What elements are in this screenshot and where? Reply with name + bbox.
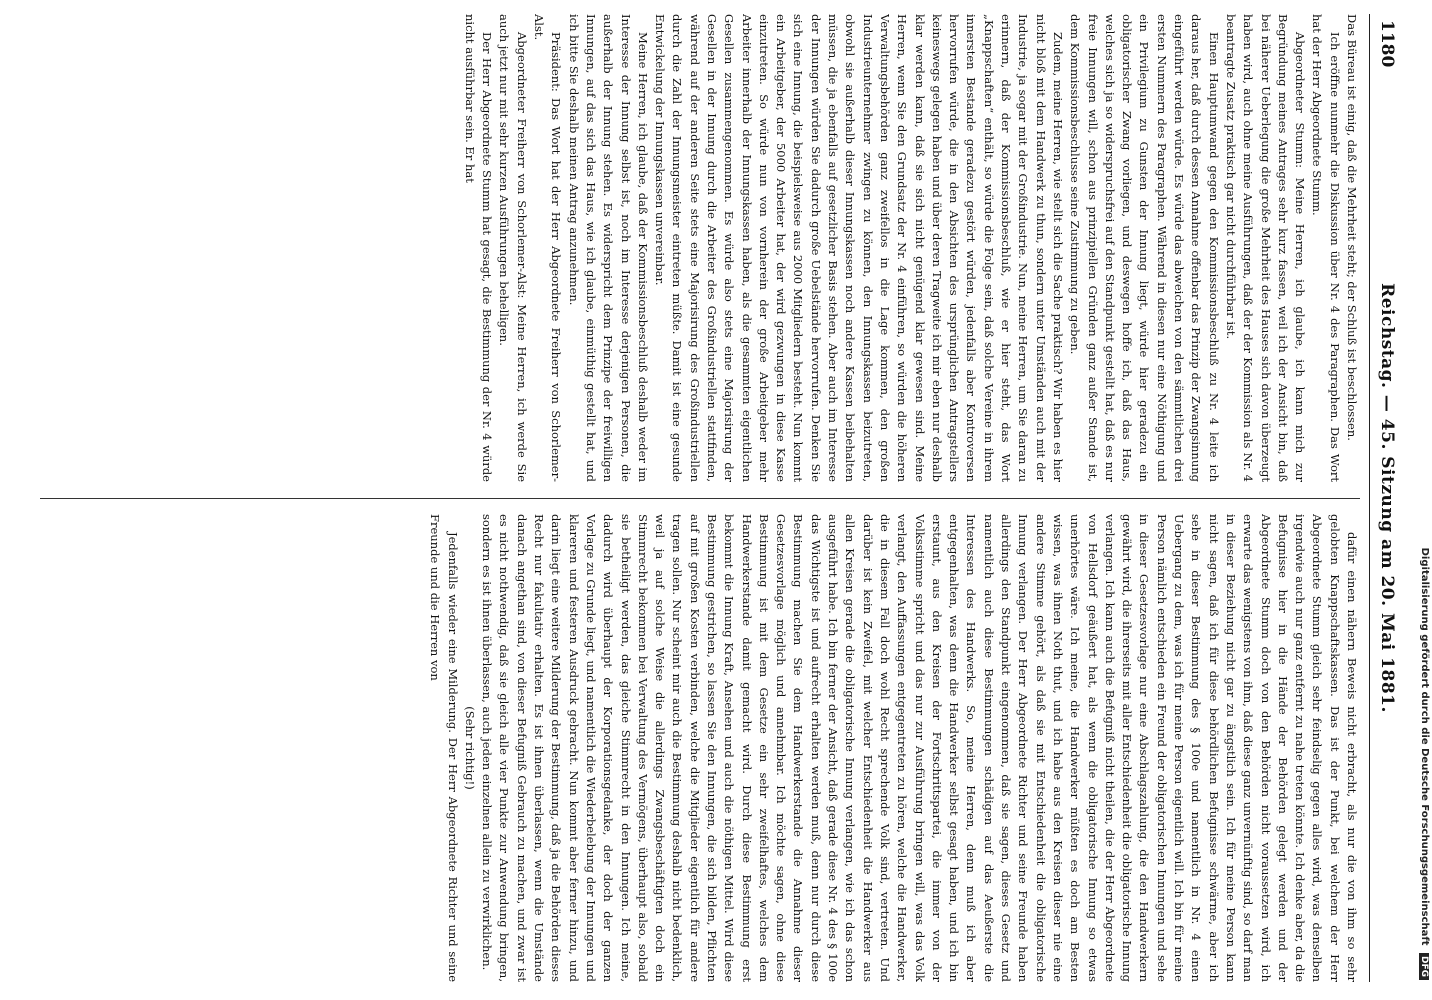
- newspaper-page: [24, 14, 1404, 982]
- credit-text: [1414, 40, 1430, 980]
- digitization-credit: [1414, 40, 1430, 980]
- page-header: [1369, 14, 1404, 982]
- paragraph: dafür einen nähern Beweis nicht erbracht, als nur die von ihm so sehr gelobten Knappschaftskassen. Das ist der Punkt, bei welchem der Herr Abgeordnete Stumm gleich sehr feindselig gegen alles wird, was denselben irgendwie auch nur ganz entfernt zu nahe treten könnte. Ich denke aber, da die Befugnisse hier in die Hände der Behörden gelegt werden und der Abgeordnete Stumm doch von den Behörden nicht voraussetzen wird, ich erwarte das wenigstens von ihm, daß diese ganz unvernünftig sind, so darf man in dieser Beziehung nicht gar zu ängstlich sein. Ich für meine Person kann nicht sagen, daß ich für diese behördlichen Befugnisse schwärme, aber ich sehe in dieser Bestimmung des § 100e und namentlich in Nr. 4 einen Uebergang zu dem, was ich für meine Person eigentlich will. Ich bin für meine Person nämlich entschieden ein Freund der obligatorischen Innungen und sehe in dieser Gesetzesvorlage nur eine Abschlagszahlung, die den Handwerkern gewährt wird, die ihrerseits mit aller Entschiedenheit die obligatorische Innung verlangen. Ich kann auch die Befugniß nicht theilen, die der Herr Abgeordnete von Hellsdorf geäußert hat, als wenn die obligatorische Innung so etwas unerhörtes wäre. Ich meine, die Handwerker müßten es doch am Besten wissen, was ihnen Noth thut, und ich habe aus den Kreisen dieser nie eine andere Stimme gehört, als daß sie mit Entschiedenheit die obligatorische Innung verlangen. Der Herr Abgeordnete Richter und seine Freunde haben allerdings den Standpunkt eingenommen, daß sie sagen, dieses Gesetz und namentlich auch diese Bestimmungen schädigen auf das Aeußerste die Interessen des Handwerks. So, meine Herren, denn muß ich aber entgegenhalten, was denn die Handwerker selbst gesagt haben, und ich bin erstaunt, aus den Kreisen der Fortschrittspartei, die immer von der Volksstimme spricht und das nur zur Ausführung bringen will, was das Volk verlangt, den Auffassungen entgegentreten zu hören, welche die Handwerker, die in diesem Fall doch wohl Recht sprechende Volk sind, vertreten. Und darüber ist kein Zweifel, mit welcher Entschiedenheit die Handwerker aus allen Kreisen gerade die obligatorische Innung verlangen, wie ich das schon ausgeführt habe. Ich bin ferner der Ansicht, daß gerade diese Nr. 4 des § 100e das Wichtigste ist und aufrecht erhalten werden muß, denn nur durch diese Bestimmung machen Sie dem Handwerkerstande die Annahme dieser Gesetzesvorlage möglich und annehmbar. Ich möchte sagen, ohne diese Bestimmung ist mit dem Gesetze ein sehr zweifelhaftes, welches dem Handwerkerstande damit gemacht wird. Durch diese Bestimmung erst bekommt die Innung Kraft, Ansehen und auch die nöthigen Mittel. Wird diese Bestimmung gestrichen, so lassen Sie den Innungen, die sich bilden, Pflichten auf mit großen Kosten verbinden, welche die Mitglieder eigentlich für andere tragen sollen. Nur scheint mir auch die Bestimmung deshalb nicht bedenklich, weil ja auf solche Weise die allerdings Zwangsbeschäftigten doch ein Stimmrecht bekommen bei Verwaltung des Vermögens, überhaupt also, sobald sie betheiligt werden, das gleiche Stimmrecht in den Innungen. Ich meine, dadurch wird überhaupt der Korporationsgedanke, der doch der ganzen Vorlage zu Grunde liegt, und namentlich die Wiederbelebung der Innungen und klareren und festeren Ausdruck gebracht. Nun kommt aber ferner hinzu, und darin liegt eine weitere Milderung der Bestimmung, daß ja die Behörden dieses Recht nur fakultativ erhalten. Es ist ihnen überlassen, wenn die Umstände danach angethan sind, von dieser Befugniß Gebrauch zu machen, und zwar ist es nicht nothwendig, daß sie gleich alle vier Punkte zur Anwendung bringen, sondern es ist ihnen überlassen, auch jeden einzelnen allein zu verwirklichen.: [480, 514, 1359, 982]
- left-column: [30, 14, 1360, 482]
- paragraph: Zudem, meine Herren, wie stellt sich die Sache praktisch? Wir haben es hier nicht bloß mit dem Handwerk zu thun, sondern unter Umständen auch mit der Industrie, ja sogar mit der Großindustrie. Nun, meine Herren, um Sie daran zu erinnern, daß der Kommissionsbeschluß, wie er hier steht, das Wort „Knappschaften“ enthält, so würde die Folge sein, daß solche Vereine in ihrem innersten Bestande geradezu gestört würden, jedenfalls aber Kontroversen hervorrufen würde, die in den Absichten des ursprünglichen Antragstellers keineswegs gelegen haben und über deren Tragweite ich mir eben nur deshalb klar werden kann, daß sie sich nicht genügend klar gewesen sind. Meine Herren, wenn Sie den Grundsatz der Nr. 4 einführen, so würden die höheren Verwaltungsbehörden ganz zweifellos in die Lage kommen, den großen Industrieunternehmer zwingen zu können, den Innungskassen beizutreten, obwohl sie außerhalb dieser Innungskassen noch andere Kassen beibehalten müssen, die ja ebenfalls auf gesetzlicher Basis stehen. Aber auch im Interesse der Innungen würden Sie dadurch große Uebelstände hervorrufen. Denken Sie sich eine Innung, die beispielsweise aus 2000 Mitgliedern besteht. Nun kommt ein Arbeitgeber, der 5000 Arbeiter hat, der wird gezwungen in diese Kasse einzutreten. So würde nun von vornherein der große Arbeitgeber mehr Arbeiter innerhalb der Innungskassen haben, als die gesammten eigentlichen Gesellen zusammengenommen. Es würde also stets eine Majorisirung der Gesellen in der Innung durch die Arbeiter des Großindustriellen stattfinden, während auf der anderen Seite stets eine Majorisirung des Großindustriellen durch die Zahl der Innungsmeister eintreten müßte. Damit ist eine gesunde Entwickelung der Innungskassen unvereinbar.: [653, 14, 1065, 482]
- paragraph: Abgeordneter Stumm: Meine Herren, ich glaube, ich kann mich zur Begründung meines Antrages sehr kurz fassen, weil ich der Ansicht bin, daß bei näherer Ueberlegung die große Mehrheit des Hauses sich davon überzeugt haben wird, auch ohne meine Ausführungen, daß der der Kommission als Nr. 4 beantragte Zusatz praktisch gar nicht durchführbar ist.: [1223, 14, 1308, 482]
- right-column: [30, 514, 1360, 982]
- paragraph: Ich eröffne nunmehr die Diskussion über Nr. 4 des Paragraphen. Das Wort hat der Herr Abgeordnete Stumm.: [1310, 14, 1342, 482]
- paragraph: Abgeordneter Freiherr von Schorlemer-Alst: Meine Herren, ich werde Sie auch jetzt nur mit sehr kurzen Ausführungen behelligen.: [497, 14, 529, 482]
- paragraph: (Sehr richtig!): [462, 706, 477, 790]
- column-divider: [40, 498, 1360, 499]
- paragraph: Das Büreau ist einig, daß die Mehrheit steht; der Schluß ist beschlossen.: [1345, 14, 1359, 441]
- paragraph: Meine Herren, ich glaube, daß der Kommissionsbeschluß deshalb weder im Interesse der Innung selbst ist, noch im Interesse derjenigen Personen, die außerhalb der Innung stehen. Es widerspricht dem Prinzipe der freiwilligen Innungen, auf das sich das Haus, wie ich glaube, einmüthig gestellt hat, und ich bitte Sie deshalb meinen Antrag anzunehmen.: [566, 14, 650, 482]
- page-number: 1180: [1377, 20, 1397, 68]
- dfg-logo: DFG: [1419, 953, 1429, 980]
- paragraph: Jedenfalls wieder eine Milderung. Der Herr Abgeordnete Richter und seine Freunde und die Herren von: [428, 514, 460, 982]
- paragraph: Präsident: Das Wort hat der Herr Abgeordnete Freiherr von Schorlemer-Alst.: [532, 14, 564, 482]
- running-title: Reichstag. — 45. Sitzung am 20. Mai 1881.: [1377, 283, 1397, 713]
- credit-label: Digitalisierung gefördert durch die Deutsche Forschungsgemeinschaft: [1419, 547, 1430, 946]
- paragraph: Der Herr Abgeordnete Stumm hat gesagt, die Bestimmung der Nr. 4 würde nicht ausführbar sein. Er hat: [462, 14, 495, 482]
- paragraph: Einen Hauptumwand gegen den Kommissionsbeschluß zu Nr. 4 leite ich daraus her, daß durch dessen Annahme offenbar das Prinzip der Zwangsinnung eingeführt werden würde. Es würde das abweichen von den sämmtlichen drei ersten Nummern des Paragraphen. Während in diesen nur eine Nöthigung und ein Privilegium zu Gunsten der Innung liegt, würde hier geradezu ein obligatorischer Zwang vorliegen, und deswegen hoffe ich, daß das Haus, welches sich ja so widerspruchsfrei auf den Standpunkt gestellt hat, daß es nur freie Innungen will, schon aus prinzipiellen Gründen ganz außer Stande ist, dem Kommissionsbeschlusse seine Zustimmung zu geben.: [1068, 14, 1221, 482]
